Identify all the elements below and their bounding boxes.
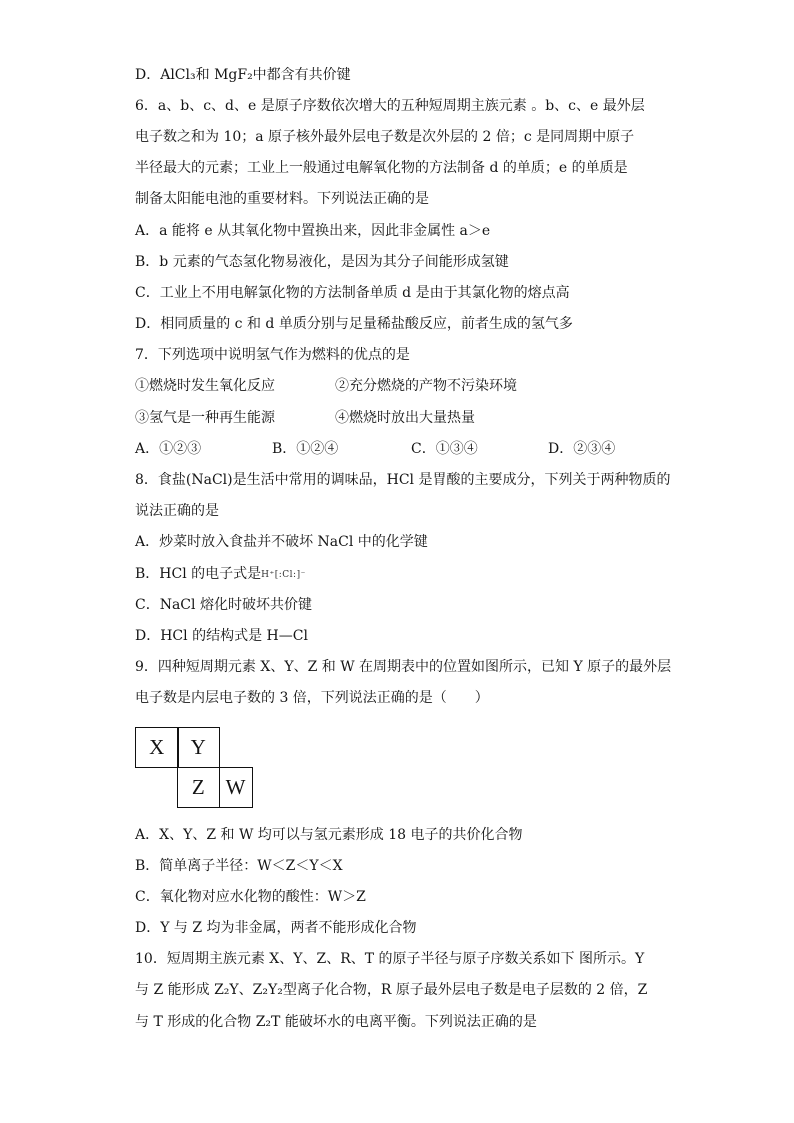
q9-stem-line-2: 电子数是内层电子数的 3 倍，下列说法正确的是（ ）	[135, 690, 489, 707]
element-cell-z: Z	[177, 767, 221, 808]
q7-option-a: A．①②③	[135, 440, 202, 457]
q6-option-a: A．a 能将 e 从其氧化物中置换出来，因此非金属性 a＞e	[135, 222, 491, 239]
q8-option-d: D．HCl 的结构式是 H—Cl	[135, 627, 308, 644]
q6-option-b: B．b 元素的气态氢化物易液化，是因为其分子间能形成氢键	[135, 253, 509, 270]
q7-items-row-1	[0, 371, 794, 402]
q8-option-c: C．NaCl 熔化时破坏共价键	[135, 596, 312, 613]
q8-stem-line-2: 说法正确的是	[135, 503, 219, 520]
q6-stem-line-1: 6．a、b、c、d、e 是原子序数依次增大的五种短周期主族元素 。b、c、e 最外层	[135, 97, 645, 114]
q7-item-1: ①燃烧时发生氧化反应	[135, 378, 275, 395]
q6-stem-line-2: 电子数之和为 10；a 原子核外最外层电子数是次外层的 2 倍；c 是同周期中原子	[135, 128, 635, 145]
q8-option-b-text: B．HCl 的电子式是	[135, 565, 262, 582]
q9-stem-line-1: 9．四种短周期元素 X、Y、Z 和 W 在周期表中的位置如图所示，已知 Y 原子的最外层	[135, 659, 672, 676]
q5-option-d: D．AlCl₃和 MgF₂中都含有共价键	[135, 66, 351, 83]
element-cell-y: Y	[177, 727, 221, 769]
q7-item-2: ②充分燃烧的产物不污染环境	[335, 378, 517, 395]
q6-option-d: D．相同质量的 c 和 d 单质分别与足量稀盐酸反应，前者生成的氢气多	[135, 316, 573, 333]
q7-option-c: C．①③④	[411, 440, 478, 457]
q7-item-4: ④燃烧时放出大量热量	[335, 409, 475, 426]
q7-option-b: B．①②④	[272, 440, 339, 457]
q7-stem: 7．下列选项中说明氢气作为燃料的优点的是	[135, 347, 410, 364]
q8-option-b	[0, 559, 794, 590]
q9-option-a: A．X、Y、Z 和 W 均可以与氢元素形成 18 电子的共价化合物	[135, 826, 523, 843]
q7-items-row-2	[0, 403, 794, 434]
element-cell-w: W	[219, 767, 253, 808]
q6-option-c: C．工业上不用电解氯化物的方法制备单质 d 是由于其氯化物的熔点高	[135, 284, 570, 301]
q6-stem-line-4: 制备太阳能电池的重要材料。下列说法正确的是	[135, 191, 429, 208]
q9-option-c: C．氧化物对应水化物的酸性：W＞Z	[135, 888, 366, 905]
q8-option-a: A．炒菜时放入食盐并不破坏 NaCl 中的化学键	[135, 534, 428, 551]
q10-stem-line-3: 与 T 形成的化合物 Z₂T 能破坏水的电离平衡。下列说法正确的是	[135, 1013, 537, 1030]
element-cell-x: X	[135, 727, 179, 769]
q9-option-d: D．Y 与 Z 均为非金属，两者不能形成化合物	[135, 920, 417, 937]
q7-options-row	[0, 434, 794, 465]
q6-stem-line-3: 半径最大的元素；工业上一般通过电解氧化物的方法制备 d 的单质；e 的单质是	[135, 160, 628, 177]
periodic-table-fragment	[0, 727, 794, 808]
q9-option-b: B．简单离子半径：W＜Z＜Y＜X	[135, 857, 343, 874]
q8-stem-line-1: 8．食盐(NaCl)是生活中常用的调味品，HCl 是胃酸的主要成分，下列关于两种物质的	[135, 472, 671, 489]
q7-item-3: ③氢气是一种再生能源	[135, 409, 275, 426]
q10-stem-line-1: 10．短周期主族元素 X、Y、Z、R、T 的原子半径与原子序数关系如下 图所示。Y	[135, 951, 645, 968]
q10-stem-line-2: 与 Z 能形成 Z₂Y、Z₂Y₂型离子化合物，R 原子最外层电子数是电子层数的 2 倍，Z	[135, 982, 648, 999]
hcl-electron-formula: H⁺[:Cl:]⁻	[261, 569, 306, 580]
q7-option-d: D．②③④	[548, 440, 616, 457]
